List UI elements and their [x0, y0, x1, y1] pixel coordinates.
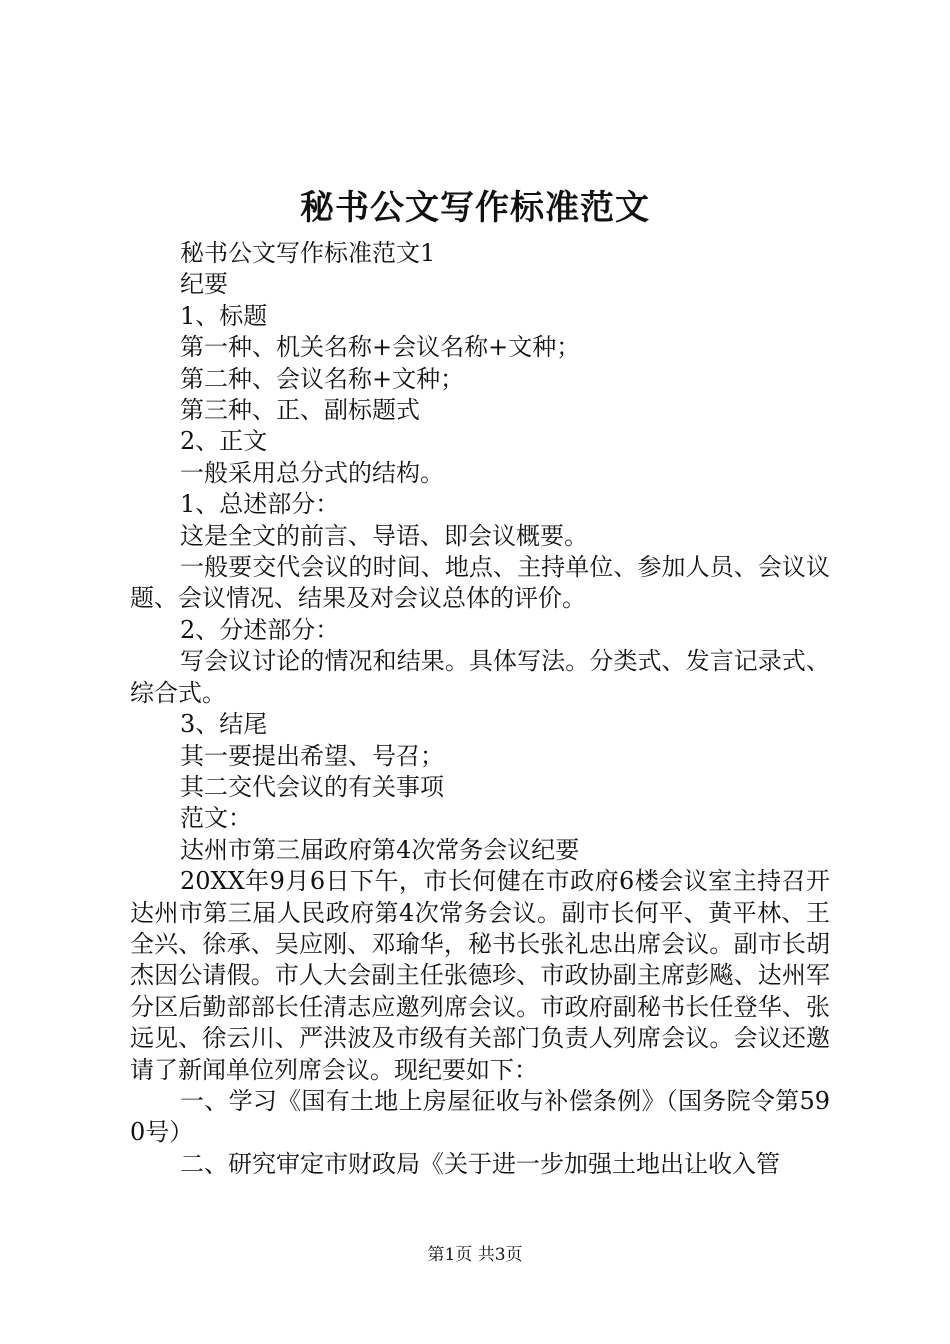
- paragraph-heading: 秘书公文写作标准范文1: [180, 239, 436, 267]
- paragraph: 第二种、会议名称+文种；: [180, 364, 465, 393]
- paragraph: 纪要: [180, 270, 228, 299]
- paragraph: 范文：: [180, 804, 252, 833]
- paragraph: 一般采用总分式的结构。: [180, 458, 444, 487]
- paragraph: 1、总述部分：: [180, 490, 340, 519]
- paragraph: 20XX年9月6日下午，市长何健在市政府6楼会议室主持召开达州市第三届人民政府第4次常务会议。副市长何平、黄平林、王全兴、徐承、吴应刚、邓瑜华，秘书长张礼忠出席会议。副市长胡杰因公请假。市人大会副主任张德珍、市政协副主席彭飚、达州军分区后勤部部长任清志应邀列席会议。市政府副秘书长任登华、张远见、徐云川、严洪波及市级有关部门负责人列席会议。会议还邀请了新闻单位列席会议。现纪要如下：: [130, 867, 830, 1084]
- paragraph: 第一种、机关名称+会议名称+文种；: [180, 333, 581, 362]
- paragraph: 这是全文的前言、导语、即会议概要。: [180, 521, 588, 550]
- paragraph: 一、学习《国有土地上房屋征收与补偿条例》（国务院令第590号）: [130, 1086, 830, 1147]
- document-title: 秘书公文写作标准范文: [300, 188, 650, 228]
- paragraph: 二、研究审定市财政局《关于进一步加强土地出让收入管: [180, 1149, 780, 1178]
- paragraph: 其二交代会议的有关事项: [180, 772, 444, 801]
- document-body: [130, 238, 830, 1180]
- paragraph: 其一要提出希望、号召；: [180, 741, 444, 770]
- paragraph: 达州市第三届政府第4次常务会议纪要: [180, 835, 580, 864]
- paragraph: 3、结尾: [180, 710, 268, 739]
- page-footer: 第1页 共3页: [427, 1245, 523, 1265]
- paragraph: 2、分述部分：: [180, 615, 340, 644]
- paragraph: 1、标题: [180, 301, 268, 330]
- paragraph: 一般要交代会议的时间、地点、主持单位、参加人员、会议议题、会议情况、结果及对会议总体的评价。: [130, 553, 830, 613]
- paragraph: 2、正文: [180, 427, 268, 456]
- paragraph: 写会议讨论的情况和结果。具体写法。分类式、发言记录式、综合式。: [130, 647, 830, 707]
- paragraph: 第三种、正、副标题式: [180, 396, 420, 425]
